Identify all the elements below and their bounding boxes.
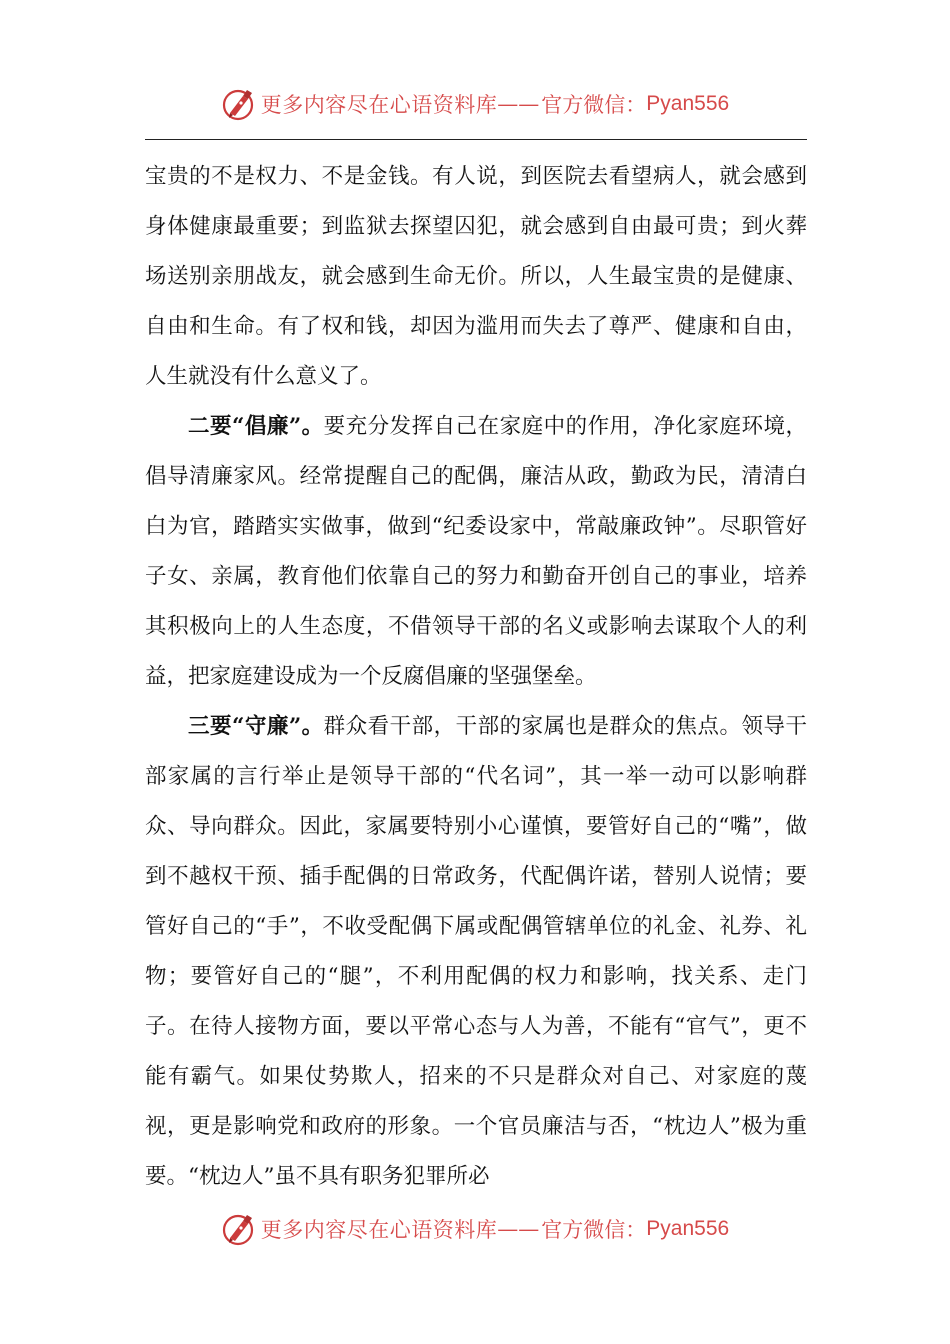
header-banner: [0, 84, 950, 124]
paragraph-2: [145, 402, 807, 702]
footer-separator: ——: [497, 1217, 540, 1241]
header-separator: ——: [497, 92, 540, 116]
document-body: [145, 152, 807, 1202]
pen-nib-icon: [221, 86, 257, 122]
header-wechat-label: 官方微信：: [541, 93, 647, 117]
paragraph-1-text: 宝贵的不是权力、不是金钱。有人说，到医院去看望病人，就会感到身体健康最重要；到监狱去探望囚犯，就会感到自由最可贵；到火葬场送别亲朋战友，就会感到生命无价。所以，人生最宝贵的是健康、自由和生命。有了权和钱，却因为滥用而失去了尊严、健康和自由，人生就没有什么意义了。: [145, 164, 807, 389]
pen-nib-icon: [221, 1211, 257, 1247]
header-divider: [145, 139, 807, 140]
footer-banner: [0, 1209, 950, 1249]
footer-text: 更多内容尽在心语资料库: [260, 1218, 498, 1242]
header-text: 更多内容尽在心语资料库: [260, 93, 498, 117]
paragraph-2-text: 要充分发挥自己在家庭中的作用，净化家庭环境，倡导清廉家风。经常提醒自己的配偶，廉洁从政，勤政为民，清清白白为官，踏踏实实做事，做到“纪委设家中，常敲廉政钟”。尽职管好子女、亲属，教育他们依靠自己的努力和勤奋开创自己的事业，培养其积极向上的人生态度，不借领导干部的名义或影响去谋取个人的利益，把家庭建设成为一个反腐倡廉的坚强堡垒。: [145, 414, 807, 689]
header-wechat-id: Pyan556: [646, 92, 730, 115]
paragraph-2-lead: 二要“倡廉”。: [188, 414, 324, 439]
paragraph-1: [145, 152, 807, 402]
paragraph-3-lead: 三要“守廉”。: [188, 714, 324, 739]
paragraph-3-text: 群众看干部，干部的家属也是群众的焦点。领导干部家属的言行举止是领导干部的“代名词”，其一举一动可以影响群众、导向群众。因此，家属要特别小心谨慎，要管好自己的“嘴”，做到不越权干预、插手配偶的日常政务，代配偶许诺，替别人说情；要管好自己的“手”，不收受配偶下属或配偶管辖单位的礼金、礼券、礼物；要管好自己的“腿”，不利用配偶的权力和影响，找关系、走门子。在待人接物方面，要以平常心态与人为善，不能有“官气”，更不能有霸气。如果仗势欺人，招来的不只是群众对自己、对家庭的蔑视，更是影响党和政府的形象。一个官员廉洁与否，“枕边人”极为重要。“枕边人”虽不具有职务犯罪所必: [145, 714, 807, 1189]
paragraph-3: [145, 702, 807, 1202]
footer-wechat-id: Pyan556: [646, 1217, 730, 1240]
footer-wechat-label: 官方微信：: [541, 1218, 647, 1242]
